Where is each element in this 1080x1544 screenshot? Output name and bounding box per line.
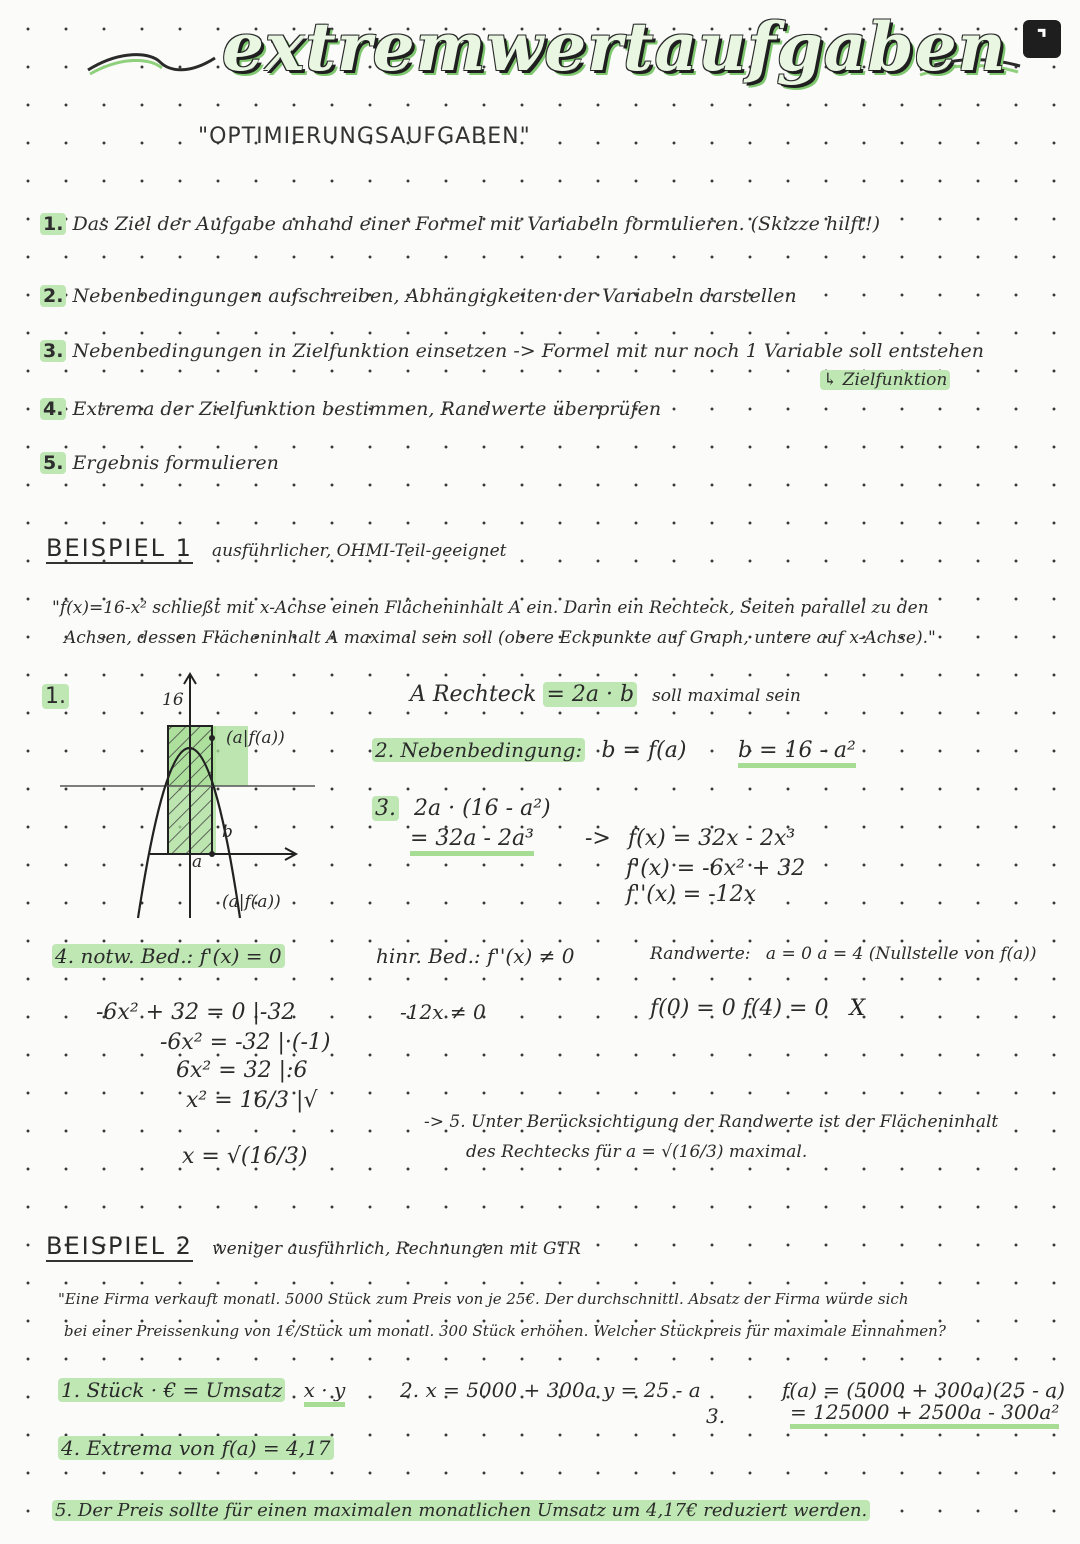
step-3-note: ↳ Zielfunktion <box>820 370 950 390</box>
step-text: Das Ziel der Aufgabe anhand einer Formel mit Variabeln formulieren. (Skizze hilft!) <box>72 213 881 235</box>
cross-mark: X <box>849 996 866 1021</box>
example1-problem-line2: Achsen, dessen Flächeninhalt A maximal sein soll (obere Eckpunkte auf Graph, untere auf x-Achse)." <box>64 628 936 648</box>
sub-label: 3. <box>372 796 399 821</box>
example1-note: ausführlicher, OHMI-Teil-geeignet <box>212 541 507 561</box>
calc-line-5: x = √(16/3) <box>182 1144 308 1169</box>
step-number: 1. <box>40 213 66 235</box>
example2-step2-f: f(a) = (5000 + 300a)(25 - a) <box>782 1378 1065 1402</box>
randwerte-check: f(0) = 0 f(4) = 0 X <box>650 996 866 1021</box>
step-text: Nebenbedingungen aufschreiben, Abhängigkeiten der Variabeln darstellen <box>72 285 797 307</box>
randwerte-label: Randwerte: <box>650 944 751 964</box>
first-derivative: f'(x) = -6x² + 32 <box>626 856 806 881</box>
area-formula: = 2a · b <box>543 682 637 707</box>
example2-step3-label: 3. <box>706 1404 726 1428</box>
step-3 <box>40 340 984 362</box>
step-4 <box>40 398 661 420</box>
example2-heading: BEISPIEL 2 <box>46 1232 193 1260</box>
calc-line-1: -6x² + 32 = 0 |-32 <box>96 1000 296 1025</box>
graph-side-b: b <box>222 822 233 842</box>
sub-result: = 32a - 2a³ <box>410 826 534 856</box>
step-1 <box>40 213 880 235</box>
arrow: -> <box>585 826 611 851</box>
sufficient-calc: -12x ≠ 0 <box>400 1000 486 1024</box>
substitution-row <box>372 796 551 821</box>
step-number: 5. <box>40 452 66 474</box>
area-note: soll maximal sein <box>652 686 801 706</box>
graph-point-top: (a|f(a)) <box>226 728 285 748</box>
sufficient-condition: hinr. Bed.: f''(x) ≠ 0 <box>376 944 575 968</box>
example2-problem-line1: "Eine Firma verkauft monatl. 5000 Stück zum Preis von je 25€. Der durchschnittl. Absatz der Firma würde sich <box>58 1290 909 1308</box>
example1-result-line2: des Rechtecks für a = √(16/3) maximal. <box>466 1142 808 1162</box>
example2-step5: 5. Der Preis sollte für einen maximalen monatlichen Umsatz um 4,17€ reduziert werden. <box>52 1500 870 1521</box>
nb-result: b = 16 - a² <box>738 738 856 768</box>
step-number: 3. <box>40 340 66 362</box>
nebenbedingung-row <box>372 738 686 763</box>
step-text: Extrema der Zielfunktion bestimmen, Randwerte überprüfen <box>72 398 662 420</box>
page-title: extremwertaufgaben <box>222 8 1007 86</box>
example2-step3: = 125000 + 2500a - 300a² <box>790 1400 1059 1429</box>
calc-line-3: 6x² = 32 |:6 <box>176 1058 308 1083</box>
step-number: 2. <box>40 285 66 307</box>
example1-problem-line1: "f(x)=16-x² schließt mit x-Achse einen Flächeninhalt A ein. Darin ein Rechteck, Seiten parallel zu den <box>52 598 929 618</box>
example2-problem-line2: bei einer Preissenkung von 1€/Stück um monatl. 300 Stück erhöhen. Welcher Stückpreis für maximale Einnahmen? <box>64 1322 946 1340</box>
example1-heading: BEISPIEL 1 <box>46 534 193 562</box>
zielfunktion: f(x) = 32x - 2x³ <box>628 826 796 851</box>
example1-heading-row <box>46 534 507 562</box>
sub-formula: 2a · (16 - a²) <box>414 796 551 821</box>
parabola-sketch <box>60 668 330 928</box>
example2-step1: 1. Stück · € = Umsatz x · y <box>58 1378 345 1402</box>
graph-side-a: a <box>192 852 203 872</box>
nb-label: 2. Nebenbedingung: <box>372 738 585 762</box>
randwerte-row <box>650 944 1037 964</box>
necessary-condition: 4. notw. Bed.: f'(x) = 0 <box>52 944 285 968</box>
example2-step4: 4. Extrema von f(a) = 4,17 <box>58 1436 334 1460</box>
example2-heading-row <box>46 1232 581 1260</box>
step-text: Ergebnis formulieren <box>72 452 279 474</box>
bookmark-icon: ⌝ <box>1023 20 1061 58</box>
area-label: A Rechteck <box>410 682 537 707</box>
page-subtitle: "OPTIMIERUNGSAUFGABEN" <box>198 124 531 149</box>
step-text: Nebenbedingungen in Zielfunktion einsetzen -> Formel mit nur noch 1 Variable soll entstehen <box>72 340 984 362</box>
step1-formula: x · y <box>304 1378 346 1407</box>
example1-step1-label: 1. <box>42 684 69 709</box>
step-number: 4. <box>40 398 66 420</box>
calc-line-4: x² = 16/3 |√ <box>186 1088 318 1113</box>
nb-formula: b = f(a) <box>601 738 687 763</box>
step-2 <box>40 285 797 307</box>
graph-point-bottom: (a|f(a)) <box>222 892 281 912</box>
calc-line-2: -6x² = -32 |·(-1) <box>160 1030 331 1055</box>
example2-note: weniger ausführlich, Rechnungen mit GTR <box>212 1239 581 1259</box>
step-5 <box>40 452 279 474</box>
example1-result-line1: -> 5. Unter Berücksichtigung der Randwerte ist der Flächeninhalt <box>424 1112 999 1132</box>
graph-y-tick: 16 <box>162 690 184 710</box>
randwerte-values: a = 0 a = 4 (Nullstelle von f(a)) <box>765 944 1037 964</box>
area-formula-row <box>410 682 801 707</box>
example2-step2: 2. x = 5000 + 300a y = 25 - a <box>400 1378 701 1402</box>
second-derivative: f''(x) = -12x <box>626 882 757 907</box>
